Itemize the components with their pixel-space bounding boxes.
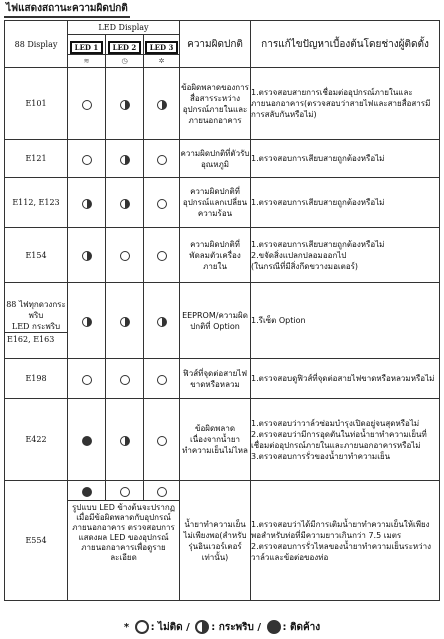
fault-description: ข้อผิดพลาดของการสื่อสารระหว่างอุปกรณ์ภายในและภายนอกอาคาร (180, 68, 251, 140)
led-status-icon (157, 155, 167, 165)
led2-label: LED 2 (108, 41, 142, 54)
led-status-icon (82, 251, 92, 261)
mode-icon: ✲ (144, 55, 180, 68)
error-code: 88 ไฟทุกดวงกระพริบ LED กระพริบ (6, 299, 66, 331)
led-status-icon (82, 436, 92, 446)
fix-instructions: 1.ตรวจสอบว่าได้มีการเติมน้ำยาทำความเย็นให้เพียงพอสำหรับท่อที่มีความยาวเกินกว่า 7.5 เมตร 2.ตรวจสอบการรั่วไหลของน้ำยาทำความเย็นระหว่างวาล์วและข้อต่อของท่อ (251, 481, 440, 601)
fault-description: EEPROM/ความผิดปกติที่ Option (180, 283, 251, 359)
timer-icon: ◷ (106, 55, 144, 68)
led-status-icon (120, 251, 130, 261)
led-status-icon (157, 251, 167, 261)
error-code-secondary: E162, E163 (5, 332, 67, 346)
legend-on: : ติดค้าง (282, 622, 321, 633)
led-status-icon (157, 436, 167, 446)
led-status-icon (82, 487, 92, 497)
table-row (5, 359, 440, 399)
outdoor-error-note: รูปแบบ LED ข้างต้นจะปรากฏเมื่อมีข้อผิดพลาดกับอุปกรณ์ภายนอกอาคาร ตรวจสอบการแสดงผล LED ของอุปกรณ์ภายนอกอาคารเพื่อดูรายละเอียด (68, 501, 180, 601)
fault-description: ฟิวส์ที่จุดต่อสายไฟขาดหรือหลวม (180, 359, 251, 399)
legend-off: : ไม่ติด / (150, 622, 190, 633)
fix-instructions: 1.ตรวจสอบดูฟิวส์ที่จุดต่อสายไฟขาดหรือหลวมหรือไม่ (251, 359, 440, 399)
led-status-icon (82, 375, 92, 385)
fix-instructions: 1.ตรวจสอบการเสียบสายถูกต้องหรือไม่ (251, 140, 440, 178)
legend (0, 620, 444, 635)
header-fault: ความผิดปกติ (180, 21, 251, 68)
led-status-icon (120, 317, 130, 327)
legend-blink: : กระพริบ / (211, 622, 262, 633)
fix-instructions: 1.ตรวจสอบการเสียบสายถูกต้องหรือไม่ 2.ขจัดสิ่งแปลกปลอมออกไป (ในกรณีที่มีสิ่งกีดขวางมอเตอร์) (251, 228, 440, 283)
led-status-icon (157, 375, 167, 385)
led-status-icon (157, 487, 167, 497)
error-code: E154 (5, 228, 68, 283)
fault-description: ความผิดปกติที่ตัวรับอุณหภูมิ (180, 140, 251, 178)
table-row (5, 481, 440, 501)
led-status-icon (82, 155, 92, 165)
led-status-icon (82, 317, 92, 327)
on-state-icon (267, 620, 281, 634)
led-status-icon (157, 317, 167, 327)
led-status-icon (120, 375, 130, 385)
table-row (5, 228, 440, 283)
error-code: E121 (5, 140, 68, 178)
led-status-icon (157, 100, 167, 110)
table-row (5, 283, 440, 359)
fix-instructions: 1.ตรวจสอบว่าวาล์วซ่อมบำรุงเปิดอยู่จนสุดหรือไม่ 2.ตรวจสอบว่ามีการอุดตันในท่อน้ำยาทำความเย็นที่เชื่อมต่ออุปกรณ์ภายในและภายนอกอาคารหรือไม่ 3.ตรวจสอบการรั่วของน้ำยาทำความเย็น (251, 399, 440, 481)
fault-description: ความผิดปกติที่พัดลมตัวเครื่องภายใน (180, 228, 251, 283)
led-status-icon (157, 199, 167, 209)
error-code: E112, E123 (5, 178, 68, 228)
header-fix: การแก้ไขปัญหาเบื้องต้นโดยช่างผู้ติดตั้ง (251, 21, 440, 68)
led-status-icon (82, 199, 92, 209)
header-led-display: LED Display (68, 21, 180, 35)
off-state-icon (135, 620, 149, 634)
fault-description: น้ำยาทำความเย็นไม่เพียงพอ(สำหรับรุ่นอินเวอร์เตอร์เท่านั้น) (180, 481, 251, 601)
error-code: E101 (5, 68, 68, 140)
page-title: ไฟแสดงสถานะความผิดปกติ (4, 2, 130, 18)
fix-instructions: 1.รีเซ็ต Option (251, 283, 440, 359)
table-row (5, 68, 440, 140)
led-status-icon (120, 487, 130, 497)
error-code: E554 (5, 481, 68, 601)
fix-instructions: 1.ตรวจสอบการเสียบสายถูกต้องหรือไม่ (251, 178, 440, 228)
error-code: E422 (5, 399, 68, 481)
table-row (5, 140, 440, 178)
led3-label: LED 3 (145, 41, 179, 54)
error-code-table (4, 20, 440, 601)
operation-icon: ≋ (68, 55, 106, 68)
led-status-icon (120, 100, 130, 110)
legend-asterisk: * (123, 622, 130, 633)
led-status-icon (120, 199, 130, 209)
table-row (5, 178, 440, 228)
fault-description: ข้อผิดพลาดเนื่องจากน้ำยาทำความเย็นไม่ไหล (180, 399, 251, 481)
blink-state-icon (195, 620, 209, 634)
header-88-display: 88 Display (5, 21, 68, 68)
led-status-icon (82, 100, 92, 110)
led-status-icon (120, 436, 130, 446)
led-status-icon (120, 155, 130, 165)
error-code: E198 (5, 359, 68, 399)
led1-label: LED 1 (70, 41, 104, 54)
fault-description: ความผิดปกติที่อุปกรณ์แลกเปลี่ยนความร้อน (180, 178, 251, 228)
fix-instructions: 1.ตรวจสอบสายการเชื่อมต่ออุปกรณ์ภายในและภายนอกอาคาร(ตรวจสอบว่าสายไฟและสายสื่อสารมีการสลับกันหรือไม่) (251, 68, 440, 140)
table-row (5, 399, 440, 481)
